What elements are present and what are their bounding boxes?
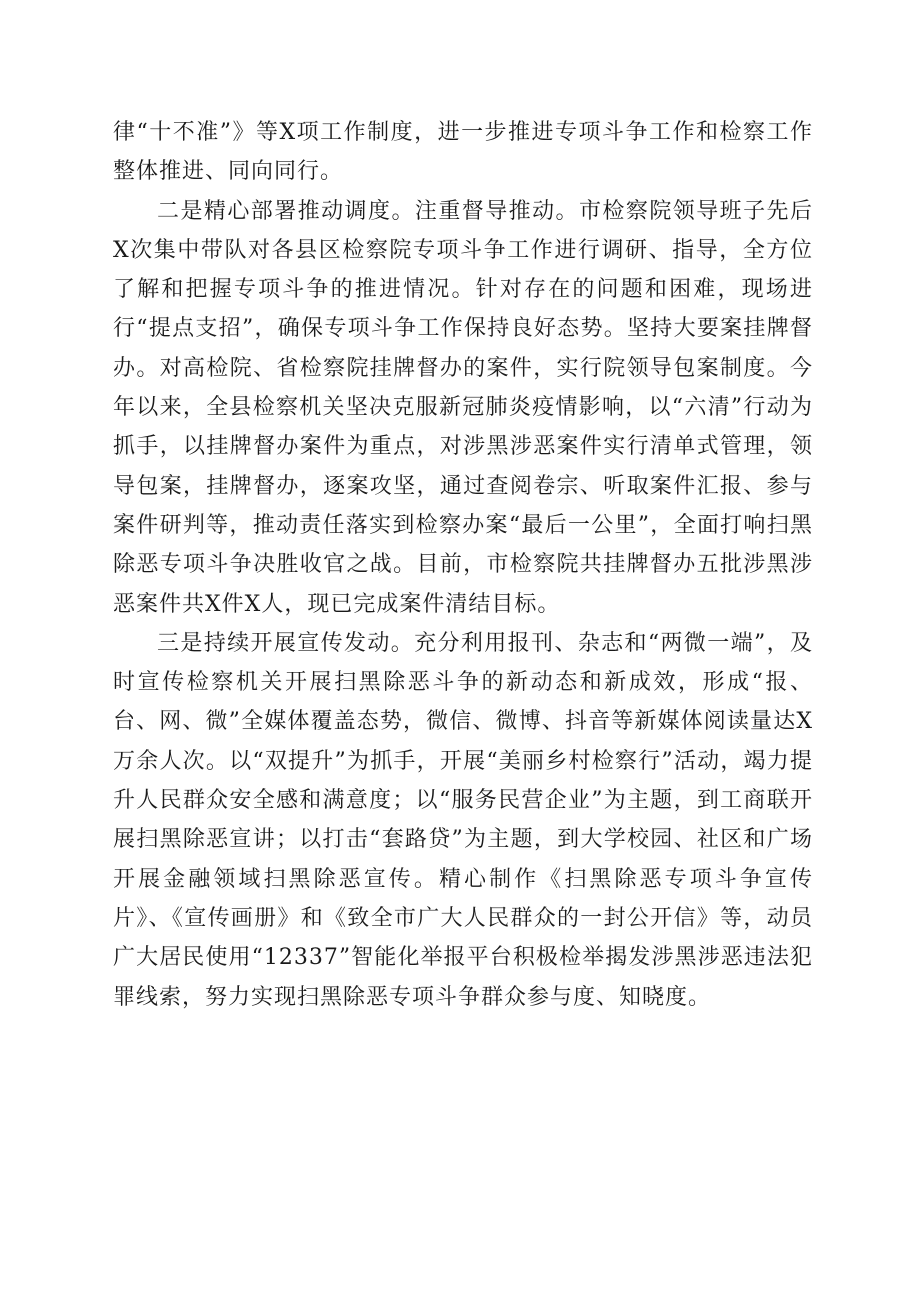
paragraph-continuation: 律“十不准”》等X项工作制度，进一步推进专项斗争工作和检察工作整体推进、同向同行。 xyxy=(113,120,813,185)
paragraph-deployment: 二是精心部署推动调度。注重督导推动。市检察院领导班子先后X次集中带队对各县区检察院专项斗争工作进行调研、指导，全方位了解和把握专项斗争的推进情况。针对存在的问题和困难，现场进行“提点支招”，确保专项斗争工作保持良好态势。坚持大要案挂牌督办。对高检院、省检察院挂牌督办的案件，实行院领导包案制度。今年以来，全县检察机关坚决克服新冠肺炎疫情影响，以“六清”行动为抓手，以挂牌督办案件为重点，对涉黑涉恶案件实行清单式管理，领导包案，挂牌督办，逐案攻坚，通过查阅卷宗、听取案件汇报、参与案件研判等，推动责任落实到检察办案“最后一公里”，全面打响扫黑除恶专项斗争决胜收官之战。目前，市检察院共挂牌督办五批涉黑涉恶案件共X件X人，现已完成案件清结目标。 xyxy=(113,198,813,617)
paragraph-publicity: 三是持续开展宣传发动。充分利用报刊、杂志和“两微一端”，及时宣传检察机关开展扫黑除恶斗争的新动态和新成效，形成“报、台、网、微”全媒体覆盖态势，微信、微博、抖音等新媒体阅读量达X万余人次。以“双提升”为抓手，开展“美丽乡村检察行”活动，竭力提升人民群众安全感和满意度；以“服务民营企业”为主题，到工商联开展扫黑除恶宣讲；以打击“套路贷”为主题，到大学校园、社区和广场开展金融领域扫黑除恶宣传。精心制作《扫黑除恶专项斗争宣传片》、《宣传画册》和《致全市广大人民群众的一封公开信》等，动员广大居民使用“12337”智能化举报平台积极检举揭发涉黑涉恶违法犯罪线索，努力实现扫黑除恶专项斗争群众参与度、知晓度。 xyxy=(113,630,813,1010)
document-body xyxy=(113,113,813,1017)
